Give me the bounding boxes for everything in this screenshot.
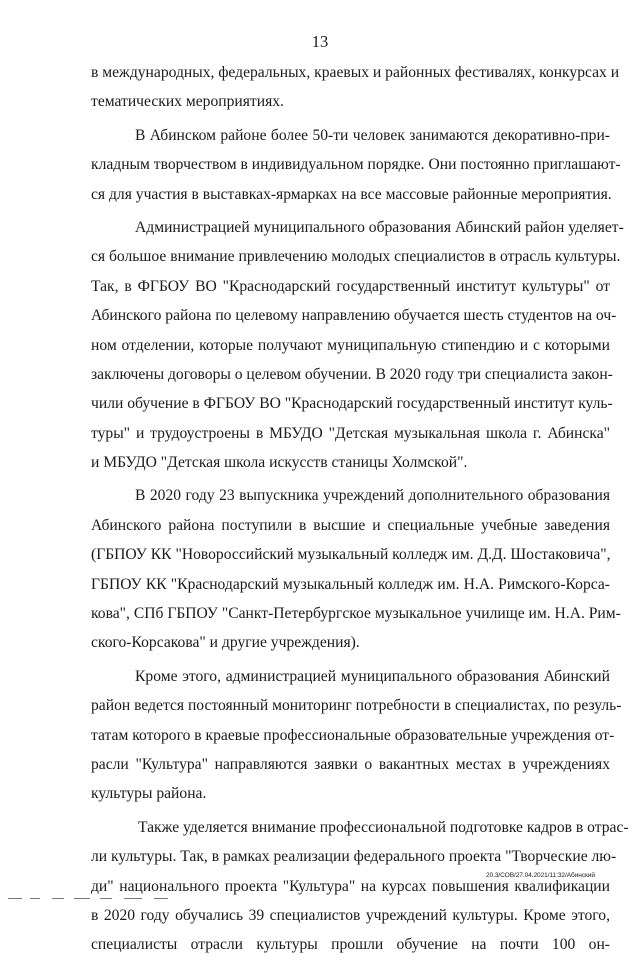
- text-line: татам которого в краевые профессиональные образовательные учреждения от-: [91, 726, 615, 744]
- text-line: заключены договоры о целевом обучении. В 2020 году три специалиста закон-: [91, 365, 613, 383]
- text-line: Так, в ФГБОУ ВО "Краснодарский государственный институт культуры" от: [91, 277, 610, 295]
- text-line: Абинского района по целевому направлению обучается шесть студентов на оч-: [91, 307, 617, 325]
- page-number: 13: [311, 32, 329, 51]
- paragraph: [91, 662, 622, 813]
- paragraph: [91, 813, 629, 960]
- paragraph: [91, 58, 620, 121]
- text-line: ном отделении, которые получают муниципальную стипендию и с которыми: [91, 336, 610, 354]
- text-line: ГБПОУ КК "Краснодарский музыкальный колледж им. Н.А. Римского-Корса-: [91, 575, 610, 593]
- text-line: ся большое внимание привлечению молодых специалистов в отрасль культуры.: [91, 248, 621, 266]
- text-line: туры" и трудоустроены в МБУДО "Детская музыкальная школа г. Абинска": [91, 424, 610, 442]
- text-line: ди" национального проекта "Культура" на курсах повышения квалификации: [91, 877, 610, 895]
- scan-edge-marks: [8, 898, 178, 902]
- text-line: Абинского района поступили в высшие и специальные учебные заведения: [91, 516, 610, 534]
- text-line: кова", СПб ГБПОУ "Санкт-Петербургское музыкальное училище им. Н.А. Рим-: [91, 605, 621, 623]
- text-line: чили обучение в ФГБОУ ВО "Краснодарский государственный институт куль-: [91, 395, 613, 413]
- text-line: Администрацией муниципального образования Абинский район уделяет-: [135, 218, 624, 236]
- paragraph: [91, 481, 621, 661]
- text-line: расли "Культура" направляются заявки о вакантных местах в учреждениях: [91, 755, 610, 773]
- text-line: район ведется постоянный мониторинг потребности в специалистах, по резуль-: [91, 697, 622, 715]
- document-body: [91, 58, 629, 960]
- text-line: Также уделяется внимание профессиональной подготовке кадров в отрас-: [138, 818, 629, 836]
- text-line: Кроме этого, администрацией муниципального образования Абинский: [135, 667, 610, 685]
- text-line: (ГБПОУ КК "Новороссийский музыкальный колледж им. Д.Д. Шостаковича",: [91, 546, 611, 564]
- text-line: специалисты отрасли культуры прошли обучение на почти 100 он-: [91, 936, 610, 954]
- text-line: тематических мероприятиях.: [91, 93, 284, 111]
- text-line: В 2020 году 23 выпускника учреждений дополнительного образования: [135, 487, 610, 505]
- document-registration-stamp: 20.3/СОВ/27.04.2021/11:32/Абинский: [486, 872, 595, 879]
- text-line: и МБУДО "Детская школа искусств станицы Холмской".: [91, 454, 468, 472]
- text-line: ся для участия в выставках-ярмарках на все массовые районные мероприятия.: [91, 185, 612, 203]
- text-line: ского-Корсакова" и другие учреждения).: [91, 634, 360, 652]
- text-line: ли культуры. Так, в рамках реализации федерального проекта "Творческие лю-: [91, 848, 617, 866]
- text-line: в 2020 году обучались 39 специалистов учреждений культуры. Кроме этого,: [91, 906, 610, 924]
- text-line: культуры района.: [91, 785, 207, 803]
- paragraph: [91, 213, 624, 482]
- text-line: в международных, федеральных, краевых и районных фестивалях, конкурсах и: [91, 64, 620, 81]
- text-line: кладным творчеством в индивидуальном порядке. Они постоянно приглашают-: [91, 156, 621, 174]
- text-line: В Абинском районе более 50-ти человек занимаются декоративно-при-: [135, 126, 610, 144]
- paragraph: [91, 121, 621, 213]
